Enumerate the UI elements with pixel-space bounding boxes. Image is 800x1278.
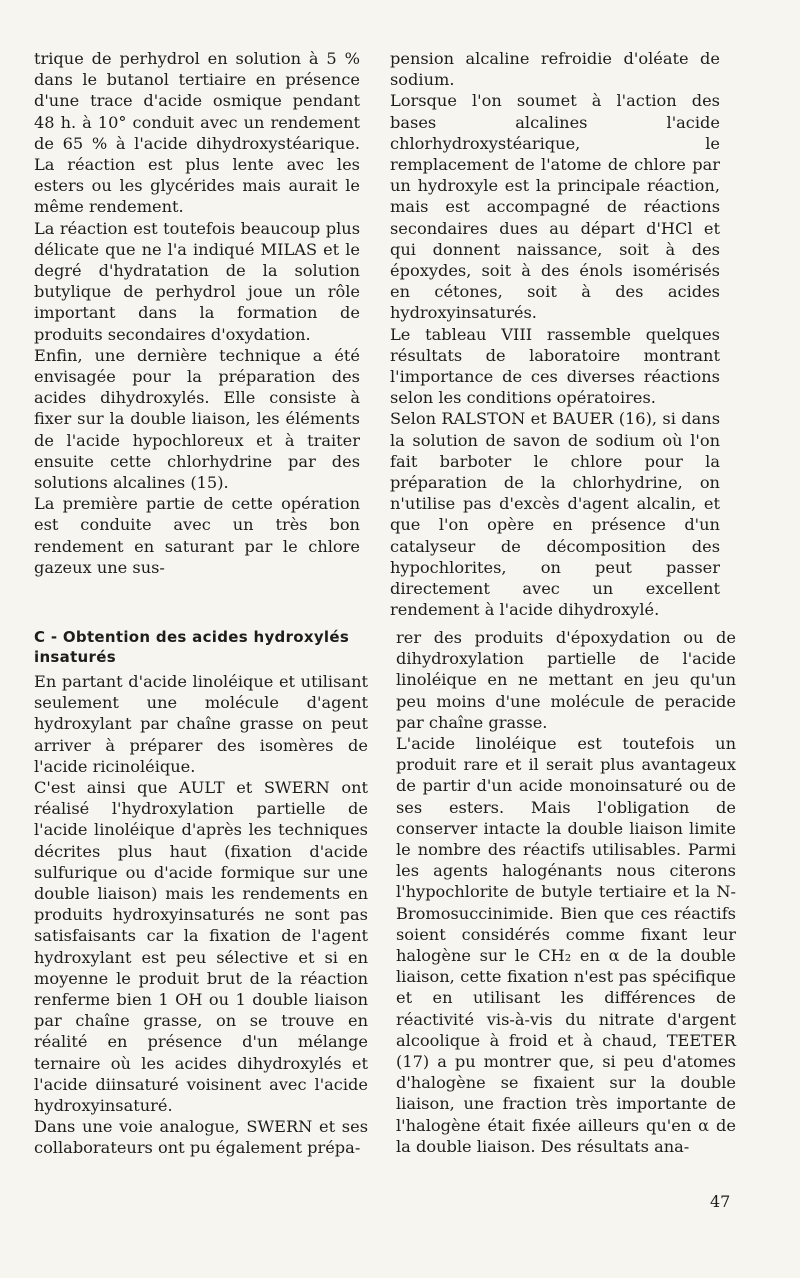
page-number: 47 — [710, 1192, 731, 1211]
paragraph: La première partie de cette opération est conduite avec un très bon rendement en saturant par le chlore gazeux une sus- — [34, 494, 360, 577]
paragraph: Enfin, une dernière technique a été envisagée pour la préparation des acides dihydroxylés. Elle consiste à fixer sur la double liaison, les éléments de l'acide hypochloreux et à traiter ensuite cette chlorhydrine par des solutions alcalines (15). — [34, 345, 360, 493]
paragraph: rer des produits d'époxydation ou de dihydroxylation partielle de l'acide linoléique en ne mettant en jeu qu'un peu moins d'une molécule de peracide par chaîne grasse. — [396, 628, 736, 732]
paragraph: trique de perhydrol en solution à 5 % dans le butanol tertiaire en présence d'une trace d'acide osmique pendant 48 h. à 10° conduit avec un rendement de 65 % à l'acide dihydroxystéarique. La réaction est plus lente avec les esters ou les glycérides mais aurait le même rendement. — [34, 49, 360, 217]
paragraph: C'est ainsi que AULT et SWERN ont réalisé l'hydroxylation partielle de l'acide linoléique d'après les techniques décrites plus haut (fixation d'acide sulfurique ou d'acide formique sur une double liaison) mais les rendements en produits hydroxyinsaturés ne sont pas satisfaisants car la fixation de l'agent hydroxylant est peu sélective et si en moyenne le produit brut de la réaction renferme bien 1 OH ou 1 double liaison par chaîne grasse, on se trouve en réalité en présence d'un mélange ternaire où les acides dihydroxylés et l'acide diinsaturé voisinent avec l'acide hydroxyinsaturé. — [34, 778, 368, 1116]
paragraph: La réaction est toutefois beaucoup plus délicate que ne l'a indiqué MILAS et le degré d'hydratation de la solution butylique de perhydrol joue un rôle important dans la formation de produits secondaires d'oxydation. — [34, 218, 360, 344]
paragraph: En partant d'acide linoléique et utilisant seulement une molécule d'agent hydroxylant par chaîne grasse on peut arriver à préparer des isomères de l'acide ricinoléique. — [34, 672, 368, 776]
bottom-right-column — [396, 627, 736, 1157]
paragraph: Dans une voie analogue, SWERN et ses collaborateurs ont pu également prépa- — [34, 1117, 368, 1158]
paragraph: pension alcaline refroidie d'oléate de sodium. — [390, 49, 720, 90]
paragraph: Lorsque l'on soumet à l'action des bases alcalines l'acide chlorhydroxystéarique, le remplacement de l'atome de chlore par un hydroxyle est la principale réaction, mais est accompagné de réactions secondaires dues au départ d'HCl et qui donnent naissance, soit à des époxydes, soit à des énols isomérisés en cétones, soit à des acides hydroxyinsaturés. — [390, 91, 720, 323]
paragraph: Le tableau VIII rassemble quelques résultats de laboratoire montrant l'importance de ces diverses réactions selon les conditions opératoires. — [390, 324, 720, 408]
bottom-left-column — [34, 671, 368, 1159]
top-left-column — [34, 48, 360, 578]
top-right-column — [390, 48, 720, 620]
paragraph: Selon RALSTON et BAUER (16), si dans la solution de savon de sodium où l'on fait barboter le chlore pour la préparation de la chlorhydrine, on n'utilise pas d'excès d'agent alcalin, et que l'on opère en présence d'un catalyseur de décomposition des hypochlorites, on peut passer directement avec un excellent rendement à l'acide dihydroxylé. — [390, 409, 720, 620]
section-heading: C - Obtention des acides hydroxylés insaturés — [34, 628, 350, 666]
paragraph: L'acide linoléique est toutefois un produit rare et il serait plus avantageux de partir d'un acide monoinsaturé ou de ses esters. Mais l'obligation de conserver intacte la double liaison limite le nombre des réactifs utilisables. Parmi les agents halogénants nous citerons l'hypochlorite de butyle tertiaire et la N-Bromosuccinimide. Bien que ces réactifs soient considérés comme fixant leur halogène sur le CH₂ en α de la double liaison, cette fixation n'est pas spécifique et en utilisant les différences de réactivité vis-à-vis du nitrate d'argent alcoolique à froid et à chaud, TEETER (17) a pu montrer que, si peu d'atomes d'halogène se fixaient sur la double liaison, une fraction très importante de l'halogène était fixée ailleurs qu'en α de la double liaison. Des résultats ana- — [396, 734, 736, 1156]
